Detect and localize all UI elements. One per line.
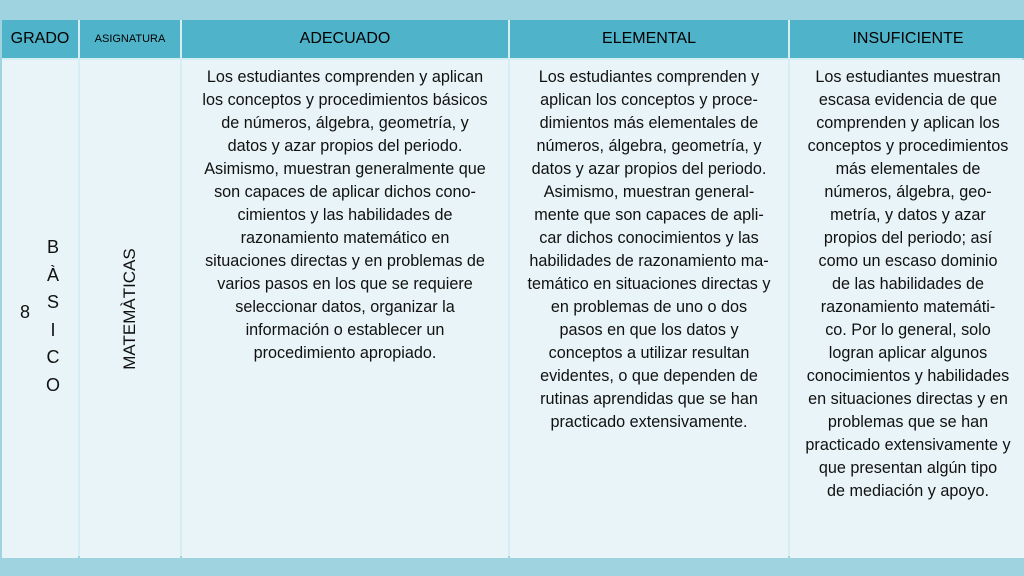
- header-adecuado: ADECUADO: [182, 20, 508, 58]
- adecuado-description: Los estudiantes comprenden y aplican los conceptos y procedimientos básicos de números, álgebra, geometría, y datos y azar propios del periodo. Asimismo, muestran generalmente que son capaces de aplicar dichos cono- cimientos y las habilidades de razonamiento matemático en situaciones directas y en problemas de varios pasos en los que se requiere seleccionar datos, organizar la información o establecer un procedimiento apropiado.: [202, 68, 488, 362]
- grade-number: 8: [20, 302, 31, 322]
- grade-letter: À: [47, 264, 60, 285]
- header-elemental: ELEMENTAL: [510, 20, 788, 58]
- grade-letter: S: [47, 292, 60, 312]
- grade-letter: B: [47, 237, 60, 257]
- header-grado: GRADO: [2, 20, 78, 58]
- elemental-description: Los estudiantes comprenden y aplican los conceptos y proce- dimientos más elementales de números, álgebra, geometría, y datos y azar propios del periodo. Asimismo, muestran general- mente que son capaces de apli- car dichos conocimientos y las habilidades de razonamiento ma- temático en situaciones directas y en problemas de uno o dos pasos en que los datos y conceptos a utilizar resultan evidentes, o que dependen de rutinas aprendidas que se han practicado extensivamente.: [527, 68, 771, 431]
- grade-letter: I: [50, 319, 56, 340]
- grade-letter: O: [46, 374, 61, 395]
- header-insuficiente: INSUFICIENTE: [790, 20, 1024, 58]
- subject-label: MATEMÀTICAS: [120, 248, 139, 370]
- grade-level-vertical-text: [46, 234, 60, 399]
- insuficiente-cell: [790, 60, 1024, 558]
- adecuado-cell: [182, 60, 508, 558]
- grade-cell: [2, 60, 78, 558]
- elemental-cell: [510, 60, 788, 558]
- header-asignatura: ASIGNATURA: [80, 20, 180, 58]
- subject-cell: [80, 60, 180, 558]
- grade-letter: C: [46, 347, 60, 367]
- insuficiente-description: Los estudiantes muestran escasa evidencia de que comprenden y aplican los conceptos y procedimientos más elementales de números, álgebra, geo- metría, y datos y azar propios del periodo; así como un escaso dominio de las habilidades de razonamiento matemáti- co. Por lo general, solo logran aplicar algunos conocimientos y habilidades en situaciones directas y en problemas que se han practicado extensivamente y que presentan algún tipo de mediación y apoyo.: [805, 68, 1011, 500]
- performance-levels-table: [2, 20, 1022, 556]
